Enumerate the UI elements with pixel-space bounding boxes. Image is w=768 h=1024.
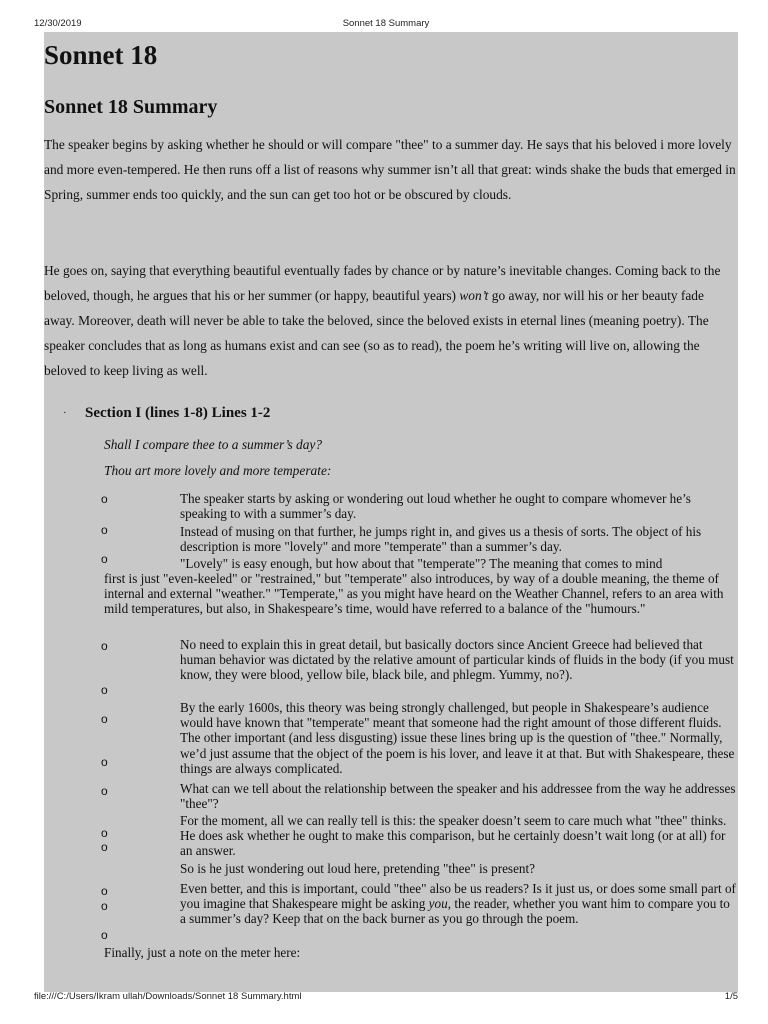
list-bullet-icon: o [101,523,108,537]
list-item: Instead of musing on that further, he jumps right in, and gives us a thesis of sorts. The object of his description is more "lovely" and more "temperate" than a summer’s day. [180,524,702,555]
file-path: file:///C:/Users/Ikram ullah/Downloads/Sonnet 18 Summary.html [34,991,302,1002]
bullet-dot-icon: · [63,407,67,419]
section-heading-text: Section I (lines 1-8) Lines 1-2 [85,405,271,421]
document-page [44,32,738,992]
list-item: By the early 1600s, this theory was being strongly challenged, but people in Shakespeare’s audience would have known that "temperate" meant that someone had the right amount of those different fluids. The other important (and less disgusting) issue these lines bring up is the question of "thee." Normally, we’d just assume that the object of the poem is his lover, and leave it at that. But with Shakespeare, these things are always complicated. [180,700,735,776]
paragraph-2-text-a: He goes on, saying that everything beautiful eventually fades by chance or by nature’s inevitable changes. Coming back to the beloved, though, he argues that his or her summer (or happy, beautiful years) [44,263,721,303]
summary-paragraph-1: The speaker begins by asking whether he should or will compare "thee" to a summer day. He says that his beloved i more lovely and more even-tempered. He then runs off a list of reasons why summer isn’t all that great: winds shake the buds that emerged in Spring, summer ends too quickly, and the sun can get too hot or be obscured by clouds. [44,137,736,202]
page-number: 1/5 [724,991,738,1002]
list-bullet-icon: o [101,928,108,942]
poem-quote-line-2: Thou art more lovely and more temperate: [104,463,332,478]
list-item-continuation: first is just "even-keeled" or "restrained," but "temperate" also introduces, by way of a double meaning, the theme of internal and external "weather." "Temperate," as you might have heard on the Weather Channel, refers to an area with mild temperatures, but also, in Shakespeare’s time, would have referred to a balance of the "humours." [104,571,724,617]
list-bullet-icon: o [101,552,108,566]
print-date: 12/30/2019 [34,18,82,29]
list-item: The speaker starts by asking or wondering out loud whether he ought to compare whomever he’s speaking to with a summer’s day. [180,491,691,522]
list-bullet-icon: o [101,755,108,769]
list-item: So is he just wondering out loud here, pretending "thee" is present? [180,861,536,876]
print-header [34,18,738,32]
list-item-text-b: , the reader, whether you want him to compare you to a summer’s day? Keep that on the back burner as you go through the poem. [180,896,730,927]
print-footer [34,991,738,1005]
list-item: For the moment, all we can really tell is this: the speaker doesn’t seem to care much what "thee" thinks. He does ask whether he ought to make this comparison, but he certainly doesn’t wait long (or at all) for an answer. [180,813,727,859]
list-bullet-icon: o [101,784,108,798]
paragraph-2-text-b: go away, nor will his or her beauty fade away. Moreover, death will never be able to take the beloved, since the beloved exists in eternal lines (meaning poetry). The speaker concludes that as long as humans exist and can see (so as to read), the poem he’s writing will live on, allowing the beloved to keep living as well. [44,288,709,378]
document-subtitle: Sonnet 18 Summary [44,96,218,118]
list-bullet-icon: o [101,683,108,697]
list-bullet-icon: o [101,840,108,854]
list-item: No need to explain this in great detail, but basically doctors since Ancient Greece had believed that human behavior was dictated by the relative amount of particular kinds of fluids in the body (if you must know, they were blood, yellow bile, black bile, and phlegm. Yummy, no?). [180,637,734,683]
poem-quote-line-1: Shall I compare thee to a summer’s day? [104,437,323,452]
list-item: What can we tell about the relationship between the speaker and his addressee from the way he addresses "thee"? [180,781,736,812]
list-bullet-icon: o [101,826,108,840]
list-bullet-icon: o [101,899,108,913]
meter-note: Finally, just a note on the meter here: [104,945,301,960]
list-bullet-icon: o [101,712,108,726]
summary-paragraph-2 [44,258,738,383]
list-bullet-icon: o [101,884,108,898]
print-title: Sonnet 18 Summary [342,18,430,29]
document-title: Sonnet 18 [44,40,158,70]
list-item-emphasis: you [428,896,448,912]
list-item [180,881,736,927]
paragraph-2-emphasis: won’t [459,288,489,303]
list-item-text-a: Even better, and this is important, could "thee" also be us readers? Is it just us, or does some small part of you imagine that Shakespeare might be asking [180,881,736,912]
list-bullet-icon: o [101,492,108,506]
list-item: "Lovely" is easy enough, but how about that "temperate"? The meaning that comes to mind [180,556,663,571]
list-bullet-icon: o [101,639,108,653]
